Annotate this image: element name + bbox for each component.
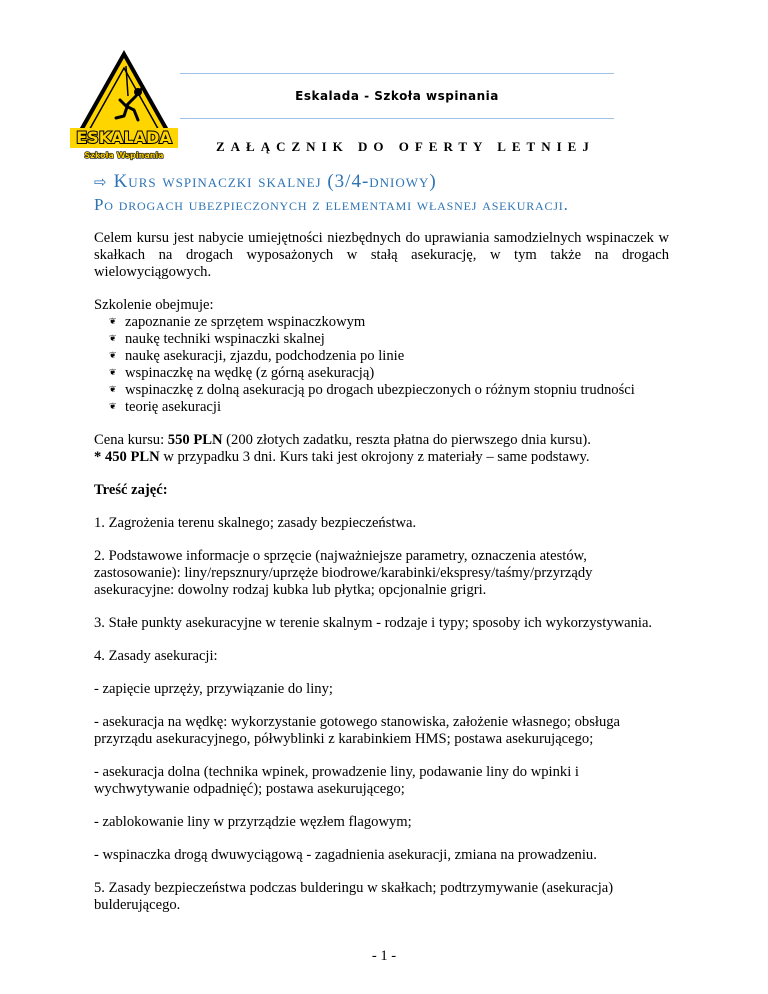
- eskalada-logo: [68, 46, 180, 164]
- header-rule-bottom: [180, 118, 614, 119]
- syllabus-item: 4. Zasady asekuracji:: [94, 648, 218, 664]
- list-item: ❦ wspinaczkę z dolną asekuracją po drogach ubezpieczonych o różnym stopniu trudności: [109, 382, 635, 398]
- price-info: [94, 432, 669, 466]
- syllabus-item: 2. Podstawowe informacje o sprzęcie (najważniejsze parametry, oznaczenia atestów, zastosowanie): liny/repsznury/uprzęże biodrowe/karabinki/ekspresy/taśmy/przyrządy asekuracyjne: dowolny rodzaj kubka lub płytka; opcjonalnie grigri.: [94, 548, 593, 598]
- course-title: [94, 171, 437, 193]
- org-name: Eskalada - Szkoła wspinania: [295, 89, 499, 103]
- training-list: [94, 314, 669, 416]
- bullet-icon: ❦: [109, 402, 117, 412]
- price-amount: 550 PLN: [167, 432, 223, 448]
- price-alt-note: w przypadku 3 dni. Kurs taki jest okrojony z materiały – same podstawy.: [159, 449, 590, 465]
- syllabus-item: - asekuracja na wędkę: wykorzystanie gotowego stanowiska, założenie własnego; obsługa przyrządu asekuracyjnego, półwyblinki z karabinkiem HMS; postawa asekurującego;: [94, 714, 621, 747]
- syllabus-item: - zablokowanie liny w przyrządzie węzłem flagowym;: [94, 814, 412, 830]
- annex-title: ZAŁĄCZNIK DO OFERTY LETNIEJ: [216, 139, 595, 154]
- syllabus-item: - wspinaczka drogą dwuwyciągową - zagadnienia asekuracji, zmiana na prowadzeniu.: [94, 847, 597, 863]
- price-alt-amount: * 450 PLN: [94, 449, 160, 465]
- list-item: ❦ teorię asekuracji: [109, 399, 222, 415]
- syllabus-item: 1. Zagrożenia terenu skalnego; zasady bezpieczeństwa.: [94, 515, 417, 531]
- logo-subtitle: Szkoła Wspinania: [84, 151, 164, 160]
- syllabus-heading: Treść zajęć:: [94, 482, 168, 498]
- bullet-icon: ❦: [109, 385, 117, 395]
- list-item: ❦ wspinaczkę na wędkę (z górną asekuracją): [109, 365, 375, 381]
- price-note: (200 złotych zadatku, reszta płatna do pierwszego dnia kursu).: [222, 432, 591, 448]
- intro-paragraph: Celem kursu jest nabycie umiejętności niezbędnych do uprawiania samodzielnych wspinaczek w skałkach na drogach wyposażonych w stałą asekurację, w tym także na drogach wielowyciągowych.: [94, 230, 669, 280]
- training-heading: Szkolenie obejmuje:: [94, 297, 214, 313]
- course-subtitle: Po drogach ubezpieczonych z elementami własnej asekuracji.: [94, 195, 569, 214]
- page-number: - 1 -: [371, 948, 397, 964]
- syllabus-item: 5. Zasady bezpieczeństwa podczas bulderingu w skałkach; podtrzymywanie (asekuracja) bulderującego.: [94, 880, 614, 913]
- training-section: [94, 297, 669, 416]
- bullet-icon: ❦: [109, 368, 117, 378]
- bullet-icon: ❦: [109, 351, 117, 361]
- header-rule-top: [180, 73, 614, 74]
- logo-title: ESKALADA: [76, 128, 172, 147]
- syllabus-item: - zapięcie uprzęży, przywiązanie do liny;: [94, 681, 333, 697]
- bullet-icon: ❦: [109, 334, 117, 344]
- bullet-icon: ❦: [109, 317, 117, 327]
- list-item: ❦ naukę techniki wspinaczki skalnej: [109, 331, 325, 347]
- syllabus-item: - asekuracja dolna (technika wpinek, prowadzenie liny, podawanie liny do wpinki i wychwytywanie odpadnięć); postawa asekurującego;: [94, 764, 579, 797]
- course-title-text: Kurs wspinaczki skalnej (3/4-dniowy): [113, 171, 437, 192]
- document-body: [94, 230, 669, 930]
- arrow-right-icon: ⇨: [94, 173, 108, 191]
- syllabus-item: 3. Stałe punkty asekuracyjne w terenie skalnym - rodzaje i typy; sposoby ich wykorzystywania.: [94, 615, 653, 631]
- list-item: ❦ zapoznanie ze sprzętem wspinaczkowym: [109, 314, 366, 330]
- list-item: ❦ naukę asekuracji, zjazdu, podchodzenia po linie: [109, 348, 405, 364]
- price-label: Cena kursu:: [94, 432, 168, 448]
